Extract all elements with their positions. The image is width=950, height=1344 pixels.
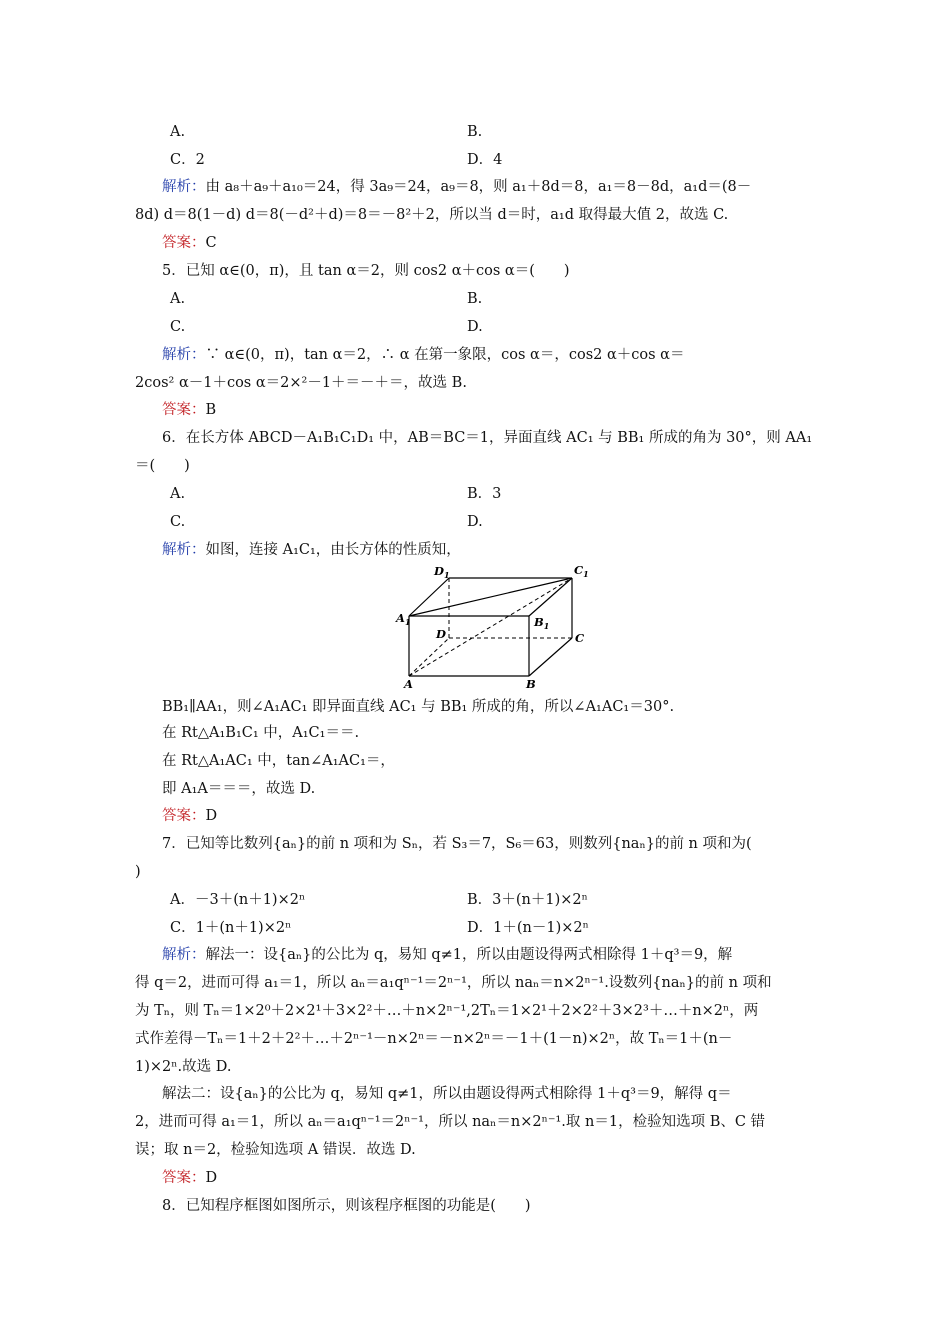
- q8-stem: 8．已知程序框图如图所示，则该程序框图的功能是( ): [162, 1198, 531, 1214]
- q6-stem-line-1: 6．在长方体 ABCD－A₁B₁C₁D₁ 中，AB＝BC＝1，异面直线 AC₁ 与 BB₁ 所成的角为 30°，则 AA₁: [162, 430, 813, 446]
- label-a1: $A_1$: [396, 611, 411, 627]
- q7-solution-line-2: 得 q＝2，进而可得 a₁＝1，所以 aₙ＝a₁qⁿ⁻¹＝2ⁿ⁻¹，所以 naₙ＝n×2ⁿ⁻¹.设数列{naₙ}的前 n 项和: [135, 975, 772, 991]
- q7-stem-line-1: 7．已知等比数列{aₙ}的前 n 项和为 Sₙ，若 S₃＝7，S₆＝63，则数列{naₙ}的前 n 项和为(: [162, 836, 752, 852]
- q6-option-c: C.: [170, 514, 186, 530]
- q7-stem-line-2: ): [135, 864, 141, 880]
- answer-label: 答案：: [162, 402, 206, 418]
- q7-answer: [162, 1168, 217, 1188]
- q6-stem-line-2: ＝( ): [135, 458, 190, 474]
- q6-solution-line-3: 在 Rt△A₁B₁C₁ 中，A₁C₁＝＝.: [162, 725, 360, 741]
- q7-option-a: A．－3＋(n＋1)×2ⁿ: [170, 892, 306, 908]
- label-b: B: [526, 677, 536, 691]
- answer-label: 答案：: [162, 808, 206, 824]
- label-d1: $D_1$: [434, 564, 450, 580]
- label-d: D: [436, 627, 446, 641]
- q7-solution-line-3: 为 Tₙ，则 Tₙ＝1×2⁰＋2×2¹＋3×2²＋…＋n×2ⁿ⁻¹,2Tₙ＝1×2¹＋2×2²＋3×2³＋…＋n×2ⁿ，两: [135, 1003, 759, 1019]
- q6-option-d: D.: [467, 514, 483, 530]
- q4-option-d: D．4: [467, 152, 503, 168]
- q7-solution-text-1: 解法一：设{aₙ}的公比为 q，易知 q≠1，所以由题设得两式相除得 1＋q³＝9，解: [205, 947, 733, 963]
- solution-label: 解析：: [162, 347, 206, 363]
- q4-solution-text-1: 由 a₈＋a₉＋a₁₀＝24，得 3a₉＝24，a₉＝8，则 a₁＋8d＝8，a₁＝8－8d，a₁d＝(8－: [205, 179, 752, 195]
- q7-answer-value: D: [205, 1170, 218, 1186]
- solution-label: 解析：: [162, 947, 206, 963]
- q4-option-a: A.: [170, 124, 186, 140]
- q6-option-b: B．3: [467, 486, 502, 502]
- q4-solution-line-1: [162, 177, 751, 197]
- q7-solution-line-6: 解法二：设{aₙ}的公比为 q，易知 q≠1，所以由题设得两式相除得 1＋q³＝9，解得 q＝: [162, 1086, 732, 1102]
- q5-option-c: C.: [170, 319, 186, 335]
- q7-solution-line-8: 误；取 n＝2，检验知选项 A 错误．故选 D.: [135, 1142, 416, 1158]
- q4-answer-value: C: [205, 235, 217, 251]
- q7-option-d: D．1＋(n－1)×2ⁿ: [467, 920, 589, 936]
- label-a: A: [404, 677, 413, 691]
- q5-option-a: A.: [170, 291, 186, 307]
- q5-solution-text-1: ∵ α∈(0，π)，tan α＝2，∴ α 在第一象限，cos α＝，cos2 α＋cos α＝: [205, 347, 685, 363]
- q5-solution-line-2: 2cos² α－1＋cos α＝2×²－1＋＝－＋＝，故选 B.: [135, 375, 467, 391]
- answer-label: 答案：: [162, 1170, 206, 1186]
- solution-label: 解析：: [162, 179, 206, 195]
- q7-solution-line-4: 式作差得－Tₙ＝1＋2＋2²＋…＋2ⁿ⁻¹－n×2ⁿ＝－n×2ⁿ＝－1＋(1－n)×2ⁿ，故 Tₙ＝1＋(n－: [135, 1031, 733, 1047]
- q6-solution-line-1: [162, 540, 461, 560]
- q6-solution-line-4: 在 Rt△A₁AC₁ 中，tan∠A₁AC₁＝，: [162, 753, 395, 769]
- label-c: C: [575, 631, 585, 645]
- q4-option-c: C．2: [170, 152, 205, 168]
- q6-solution-text-1: 如图，连接 A₁C₁，由长方体的性质知，: [205, 542, 461, 558]
- q7-solution-line-5: 1)×2ⁿ.故选 D.: [135, 1059, 232, 1075]
- q7-option-b: B．3＋(n＋1)×2ⁿ: [467, 892, 588, 908]
- q6-answer-value: D: [205, 808, 218, 824]
- q5-solution-line-1: [162, 345, 684, 365]
- q6-option-a: A.: [170, 486, 186, 502]
- solution-label: 解析：: [162, 542, 206, 558]
- q6-answer: [162, 806, 217, 826]
- q4-answer: [162, 233, 217, 253]
- q4-option-b: B.: [467, 124, 483, 140]
- cuboid-figure: [392, 564, 592, 692]
- q5-option-d: D.: [467, 319, 483, 335]
- q7-solution-line-1: [162, 945, 732, 965]
- q5-option-b: B.: [467, 291, 483, 307]
- q7-solution-line-7: 2，进而可得 a₁＝1，所以 aₙ＝a₁qⁿ⁻¹＝2ⁿ⁻¹，所以 naₙ＝n×2ⁿ⁻¹.取 n＝1，检验知选项 B、C 错: [135, 1114, 766, 1130]
- q6-solution-line-5: 即 A₁A＝＝＝，故选 D.: [162, 781, 316, 797]
- q6-solution-line-2: BB₁∥AA₁，则∠A₁AC₁ 即异面直线 AC₁ 与 BB₁ 所成的角，所以∠A₁AC₁＝30°.: [162, 699, 675, 715]
- q7-option-c: C．1＋(n＋1)×2ⁿ: [170, 920, 292, 936]
- label-b1: $B_1$: [534, 615, 550, 631]
- q5-stem: 5．已知 α∈(0，π)，且 tan α＝2，则 cos2 α＋cos α＝( ): [162, 263, 570, 279]
- q5-answer-value: B: [205, 402, 217, 418]
- label-c1: $C_1$: [574, 564, 589, 579]
- q4-solution-line-2: 8d) d＝8(1－d) d＝8(－d²＋d)＝8＝－8²＋2，所以当 d＝时，a₁d 取得最大值 2，故选 C.: [135, 207, 729, 223]
- q5-answer: [162, 400, 216, 420]
- answer-label: 答案：: [162, 235, 206, 251]
